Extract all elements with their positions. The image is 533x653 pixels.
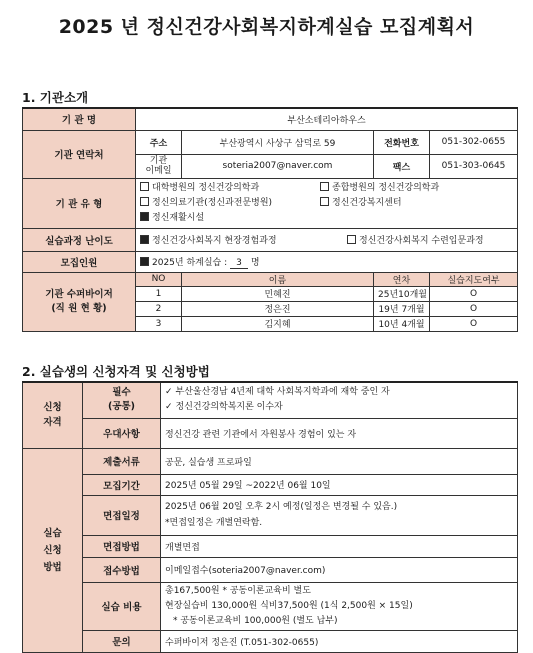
level-label: 실습과정 난이도 xyxy=(23,228,136,251)
sup-mark: O xyxy=(430,301,518,316)
required-label xyxy=(83,382,161,418)
required-items xyxy=(161,382,518,418)
sup-header-years: 연차 xyxy=(374,272,430,286)
type-label: 기 관 유 형 xyxy=(23,178,136,228)
fee-label: 실습 비용 xyxy=(83,582,161,630)
type-option-1: 대학병원의 정신건강의학과 xyxy=(152,182,260,193)
level-option-2: 정신건강사회복지 수련입문과정 xyxy=(359,236,484,246)
checkmark-icon: ✓ xyxy=(165,387,173,398)
sup-name: 정은진 xyxy=(182,301,374,316)
type-option-5: 정신재활시설 xyxy=(152,212,205,223)
contact-label: 기관 연락처 xyxy=(23,130,136,178)
recruit-value xyxy=(136,251,518,272)
docs-label: 제출서류 xyxy=(83,448,161,474)
supervisor-label-line2: (직 원 현 황) xyxy=(51,302,107,314)
fee-line3: * 공동이론교육비 100,000원 (별도 납부) xyxy=(173,615,338,626)
interview-schedule xyxy=(161,495,518,535)
checkbox-icon xyxy=(140,182,149,191)
interview-method-label: 면접방법 xyxy=(83,535,161,557)
sup-no: 1 xyxy=(136,286,182,301)
sup-name: 김지혜 xyxy=(182,316,374,331)
method-label xyxy=(23,448,83,652)
type-option-4: 정신건강복지센터 xyxy=(332,197,402,208)
checked-checkbox-icon xyxy=(140,235,149,244)
supervisor-label xyxy=(23,272,136,331)
checked-checkbox-icon xyxy=(140,212,149,221)
interview-label: 면접일정 xyxy=(83,495,161,535)
org-info-table xyxy=(22,107,518,332)
phone: 051-302-0655 xyxy=(430,130,518,154)
sup-years: 25년10개월 xyxy=(374,286,430,301)
qualification-label xyxy=(23,382,83,448)
qualification-label-line2: 자격 xyxy=(43,417,62,429)
supervisor-label-line1: 기관 수퍼바이저 xyxy=(45,288,113,300)
sup-no: 2 xyxy=(136,301,182,316)
method-label-line2: 신청 xyxy=(43,544,62,556)
checkbox-icon xyxy=(347,235,356,244)
preference-label: 우대사항 xyxy=(83,418,161,448)
fax-label: 팩스 xyxy=(374,154,430,178)
sup-name: 민혜진 xyxy=(182,286,374,301)
fee-line2: 현장실습비 130,000원 식비37,500원 (1식 2,500원 × 15일) xyxy=(165,600,413,611)
interview-line1: 2025년 06월 20일 오후 2시 예정(일정은 변경될 수 있음.) xyxy=(165,502,398,512)
checkbox-icon xyxy=(140,197,149,206)
section2-heading: 2. 실습생의 신청자격 및 신청방법 xyxy=(22,364,210,379)
page-title: 2025 년 정신건강사회복지하계실습 모집계획서 xyxy=(58,16,475,38)
qualification-label-line1: 신청 xyxy=(43,402,62,414)
method-label-line1: 실습 xyxy=(43,527,62,539)
checked-checkbox-icon xyxy=(140,257,149,266)
sup-header-name: 이름 xyxy=(182,272,374,286)
email-label-line1: 기관 xyxy=(149,156,168,166)
period-label: 모집기간 xyxy=(83,474,161,495)
org-name: 부산소테리아하우스 xyxy=(136,108,518,130)
type-option-2: 종합병원의 정신건강의학과 xyxy=(332,182,440,193)
period: 2025년 05월 29일 ~2022년 06월 10일 xyxy=(161,474,518,495)
docs: 공문, 실습생 프로파일 xyxy=(161,448,518,474)
apply: 이메일접수(soteria2007@naver.com) xyxy=(161,557,518,582)
org-type-options xyxy=(136,178,518,228)
recruit-count: 3 xyxy=(230,258,248,269)
fax: 051-303-0645 xyxy=(430,154,518,178)
checkbox-icon xyxy=(320,182,329,191)
address-label: 주소 xyxy=(136,130,182,154)
email-label xyxy=(136,154,182,178)
org-name-label: 기 관 명 xyxy=(23,108,136,130)
level-options xyxy=(136,228,518,251)
apply-label: 접수방법 xyxy=(83,557,161,582)
sup-no: 3 xyxy=(136,316,182,331)
recruit-prefix: 2025년 하계실습 : xyxy=(152,257,228,268)
sup-years: 10년 4개월 xyxy=(374,316,430,331)
interview-line2: *면접일정은 개별연락함. xyxy=(165,518,263,528)
level-option-1: 정신건강사회복지 현장경험과정 xyxy=(152,236,277,246)
required-item-2: 정신건강의학복지론 이수자 xyxy=(175,402,283,413)
required-item-1: 부산울산경남 4년제 대학 사회복지학과에 재학 중인 자 xyxy=(175,387,390,398)
required-label-line2: (공통) xyxy=(107,401,136,413)
address: 부산광역시 사상구 삼덕로 59 xyxy=(182,130,374,154)
preference: 정신건강 관련 기관에서 자원봉사 경험이 있는 자 xyxy=(161,418,518,448)
sup-mark: O xyxy=(430,286,518,301)
phone-label: 전화번호 xyxy=(374,130,430,154)
sup-header-no: NO xyxy=(136,272,182,286)
sup-header-mark: 실습지도여부 xyxy=(430,272,518,286)
application-table xyxy=(22,381,518,653)
method-label-line3: 방법 xyxy=(43,561,62,573)
inquiry-label: 문의 xyxy=(83,630,161,652)
fee-line1: 총167,500원 * 공동이론교육비 별도 xyxy=(165,585,311,596)
email-label-line2: 이메일 xyxy=(145,166,172,176)
sup-mark: O xyxy=(430,316,518,331)
interview-method: 개별면접 xyxy=(161,535,518,557)
checkbox-icon xyxy=(320,197,329,206)
checkmark-icon: ✓ xyxy=(165,402,173,413)
fee xyxy=(161,582,518,630)
type-option-3: 정신의료기관(정신과전문병원) xyxy=(152,197,273,208)
sup-years: 19년 7개월 xyxy=(374,301,430,316)
section1-heading: 1. 기관소개 xyxy=(22,90,89,105)
inquiry: 수퍼바이저 정은진 (T.051-302-0655) xyxy=(161,630,518,652)
email: soteria2007@naver.com xyxy=(182,154,374,178)
recruit-label: 모집인원 xyxy=(23,251,136,272)
required-label-line1: 필수 xyxy=(112,387,131,399)
recruit-suffix: 명 xyxy=(250,257,260,268)
